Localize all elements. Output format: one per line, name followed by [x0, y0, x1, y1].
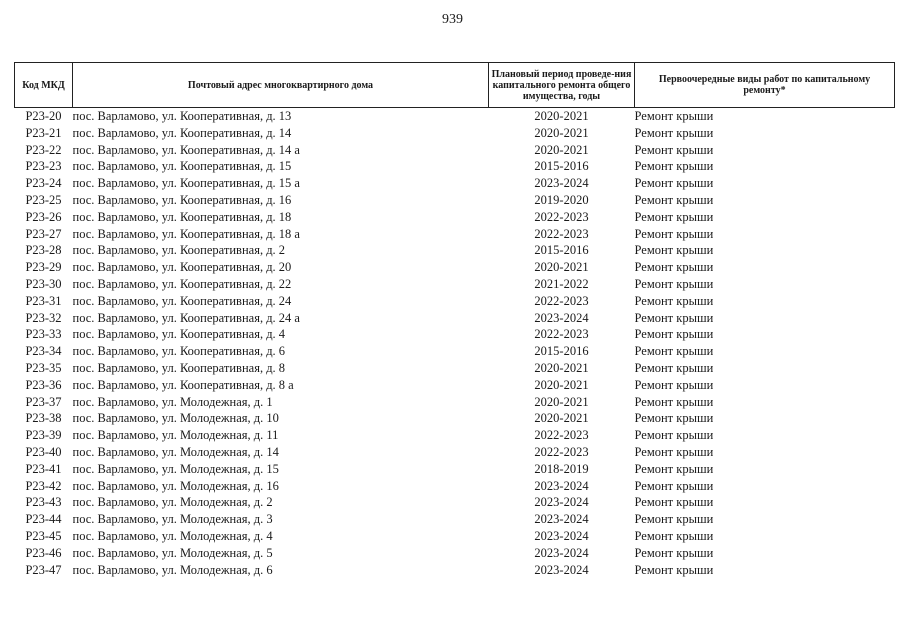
cell-address: пос. Варламово, ул. Молодежная, д. 6	[72, 562, 273, 577]
cell-code: Р23-40	[25, 444, 62, 459]
table-row	[15, 377, 895, 394]
cell-address: пос. Варламово, ул. Молодежная, д. 11	[72, 428, 279, 443]
cell-code: Р23-43	[25, 495, 62, 510]
cell-period: 2018-2019	[534, 461, 589, 476]
cell-period: 2015-2016	[534, 344, 589, 359]
cell-address: пос. Варламово, ул. Кооперативная, д. 20	[72, 260, 292, 275]
cell-period: 2023-2024	[534, 176, 589, 191]
cell-code: Р23-27	[25, 226, 62, 241]
cell-address: пос. Варламово, ул. Кооперативная, д. 4	[72, 327, 286, 342]
cell-code: Р23-44	[25, 512, 62, 527]
cell-period: 2020-2021	[534, 142, 589, 157]
cell-period: 2023-2024	[534, 512, 589, 527]
cell-period: 2022-2023	[534, 226, 589, 241]
cell-address: пос. Варламово, ул. Кооперативная, д. 15	[72, 159, 292, 174]
table-row	[15, 478, 895, 495]
cell-work: Ремонт крыши	[634, 360, 714, 375]
table-row	[15, 528, 895, 545]
cell-code: Р23-30	[25, 276, 62, 291]
cell-code: Р23-37	[25, 394, 62, 409]
cell-code: Р23-28	[25, 243, 62, 258]
cell-address: пос. Варламово, ул. Кооперативная, д. 6	[72, 344, 286, 359]
page-number: 939	[442, 12, 463, 27]
table-row	[15, 394, 895, 411]
cell-period: 2023-2024	[534, 310, 589, 325]
cell-code: Р23-23	[25, 159, 62, 174]
cell-period: 2015-2016	[534, 243, 589, 258]
cell-period: 2020-2021	[534, 125, 589, 140]
cell-address: пос. Варламово, ул. Кооперативная, д. 18 а	[72, 226, 300, 241]
cell-address: пос. Варламово, ул. Молодежная, д. 16	[72, 478, 279, 493]
cell-address: пос. Варламово, ул. Молодежная, д. 10	[72, 411, 279, 426]
cell-period: 2023-2024	[534, 528, 589, 543]
cell-period: 2020-2021	[534, 109, 589, 123]
cell-work: Ремонт крыши	[634, 159, 714, 174]
cell-work: Ремонт крыши	[634, 226, 714, 241]
cell-code: Р23-34	[25, 344, 62, 359]
table-row	[15, 209, 895, 226]
cell-period: 2022-2023	[534, 327, 589, 342]
cell-code: Р23-45	[25, 528, 62, 543]
cell-work: Ремонт крыши	[634, 243, 714, 258]
cell-period: 2023-2024	[534, 562, 589, 577]
cell-work: Ремонт крыши	[634, 428, 714, 443]
cell-period: 2023-2024	[534, 545, 589, 560]
cell-code: Р23-29	[25, 260, 62, 275]
cell-address: пос. Варламово, ул. Кооперативная, д. 13	[72, 109, 292, 123]
cell-work: Ремонт крыши	[634, 192, 714, 207]
cell-address: пос. Варламово, ул. Кооперативная, д. 15 а	[72, 176, 300, 191]
table-header-row	[15, 63, 895, 108]
cell-address: пос. Варламово, ул. Молодежная, д. 15	[72, 461, 279, 476]
table-row	[15, 494, 895, 511]
cell-address: пос. Варламово, ул. Кооперативная, д. 14	[72, 125, 292, 140]
cell-work: Ремонт крыши	[634, 562, 714, 577]
cell-address: пос. Варламово, ул. Кооперативная, д. 18	[72, 209, 292, 224]
cell-address: пос. Варламово, ул. Кооперативная, д. 24	[72, 293, 292, 308]
cell-work: Ремонт крыши	[634, 528, 714, 543]
cell-work: Ремонт крыши	[634, 394, 714, 409]
cell-address: пос. Варламово, ул. Кооперативная, д. 16	[72, 192, 292, 207]
cell-address: пос. Варламово, ул. Кооперативная, д. 24 а	[72, 310, 300, 325]
cell-work: Ремонт крыши	[634, 377, 714, 392]
cell-work: Ремонт крыши	[634, 209, 714, 224]
cell-work: Ремонт крыши	[634, 142, 714, 157]
cell-code: Р23-35	[25, 360, 62, 375]
cell-work: Ремонт крыши	[634, 545, 714, 560]
cell-address: пос. Варламово, ул. Молодежная, д. 3	[72, 512, 273, 527]
table-row	[15, 192, 895, 209]
header-code: Код МКД	[15, 63, 73, 108]
cell-code: Р23-24	[25, 176, 62, 191]
table-row	[15, 562, 895, 579]
table-row	[15, 125, 895, 142]
cell-period: 2021-2022	[534, 276, 589, 291]
cell-code: Р23-26	[25, 209, 62, 224]
table-row	[15, 310, 895, 327]
cell-code: Р23-42	[25, 478, 62, 493]
cell-work: Ремонт крыши	[634, 444, 714, 459]
cell-period: 2020-2021	[534, 360, 589, 375]
cell-code: Р23-21	[25, 125, 62, 140]
cell-period: 2022-2023	[534, 293, 589, 308]
cell-work: Ремонт крыши	[634, 293, 714, 308]
table-row	[15, 343, 895, 360]
cell-work: Ремонт крыши	[634, 327, 714, 342]
table-row	[15, 158, 895, 175]
table-row	[15, 293, 895, 310]
cell-address: пос. Варламово, ул. Молодежная, д. 1	[72, 394, 273, 409]
cell-period: 2020-2021	[534, 377, 589, 392]
cell-period: 2020-2021	[534, 394, 589, 409]
cell-work: Ремонт крыши	[634, 260, 714, 275]
cell-period: 2022-2023	[534, 444, 589, 459]
cell-work: Ремонт крыши	[634, 411, 714, 426]
table-row	[15, 326, 895, 343]
cell-address: пос. Варламово, ул. Кооперативная, д. 14 а	[72, 142, 300, 157]
cell-code: Р23-36	[25, 377, 62, 392]
cell-work: Ремонт крыши	[634, 512, 714, 527]
table-row	[15, 142, 895, 159]
cell-code: Р23-20	[25, 109, 62, 123]
cell-work: Ремонт крыши	[634, 276, 714, 291]
cell-period: 2015-2016	[534, 159, 589, 174]
cell-work: Ремонт крыши	[634, 125, 714, 140]
cell-code: Р23-22	[25, 142, 62, 157]
cell-period: 2020-2021	[534, 260, 589, 275]
cell-code: Р23-33	[25, 327, 62, 342]
cell-code: Р23-38	[25, 411, 62, 426]
cell-address: пос. Варламово, ул. Молодежная, д. 14	[72, 444, 279, 459]
cell-period: 2022-2023	[534, 428, 589, 443]
cell-code: Р23-39	[25, 428, 62, 443]
table-row	[15, 242, 895, 259]
cell-address: пос. Варламово, ул. Молодежная, д. 2	[72, 495, 273, 510]
cell-address: пос. Варламово, ул. Молодежная, д. 5	[72, 545, 273, 560]
cell-code: Р23-32	[25, 310, 62, 325]
cell-period: 2020-2021	[534, 411, 589, 426]
capital-repair-table	[14, 62, 895, 578]
cell-work: Ремонт крыши	[634, 461, 714, 476]
table-row	[15, 259, 895, 276]
table-row	[15, 444, 895, 461]
table-row	[15, 511, 895, 528]
header-period: Плановый период проведе-ния капитального ремонта общего имущества, годы	[489, 63, 635, 108]
cell-work: Ремонт крыши	[634, 176, 714, 191]
table-row	[15, 226, 895, 243]
cell-work: Ремонт крыши	[634, 478, 714, 493]
cell-period: 2023-2024	[534, 478, 589, 493]
table-row	[15, 410, 895, 427]
cell-code: Р23-46	[25, 545, 62, 560]
table-row	[15, 360, 895, 377]
cell-period: 2019-2020	[534, 192, 589, 207]
table-row	[15, 461, 895, 478]
cell-address: пос. Варламово, ул. Кооперативная, д. 8 а	[72, 377, 294, 392]
cell-address: пос. Варламово, ул. Молодежная, д. 4	[72, 528, 273, 543]
table-row	[15, 108, 895, 125]
cell-code: Р23-25	[25, 192, 62, 207]
cell-period: 2023-2024	[534, 495, 589, 510]
cell-work: Ремонт крыши	[634, 495, 714, 510]
header-address: Почтовый адрес многоквартирного дома	[73, 63, 489, 108]
cell-work: Ремонт крыши	[634, 109, 714, 123]
cell-work: Ремонт крыши	[634, 344, 714, 359]
table-row	[15, 175, 895, 192]
cell-code: Р23-31	[25, 293, 62, 308]
cell-period: 2022-2023	[534, 209, 589, 224]
table-row	[15, 427, 895, 444]
cell-code: Р23-47	[25, 562, 62, 577]
table-row	[15, 276, 895, 293]
cell-address: пос. Варламово, ул. Кооперативная, д. 22	[72, 276, 292, 291]
cell-code: Р23-41	[25, 461, 62, 476]
cell-address: пос. Варламово, ул. Кооперативная, д. 8	[72, 360, 286, 375]
table-body	[15, 108, 895, 579]
cell-address: пос. Варламово, ул. Кооперативная, д. 2	[72, 243, 286, 258]
table-row	[15, 545, 895, 562]
cell-work: Ремонт крыши	[634, 310, 714, 325]
header-work: Первоочередные виды работ по капитальному ремонту*	[635, 63, 895, 108]
